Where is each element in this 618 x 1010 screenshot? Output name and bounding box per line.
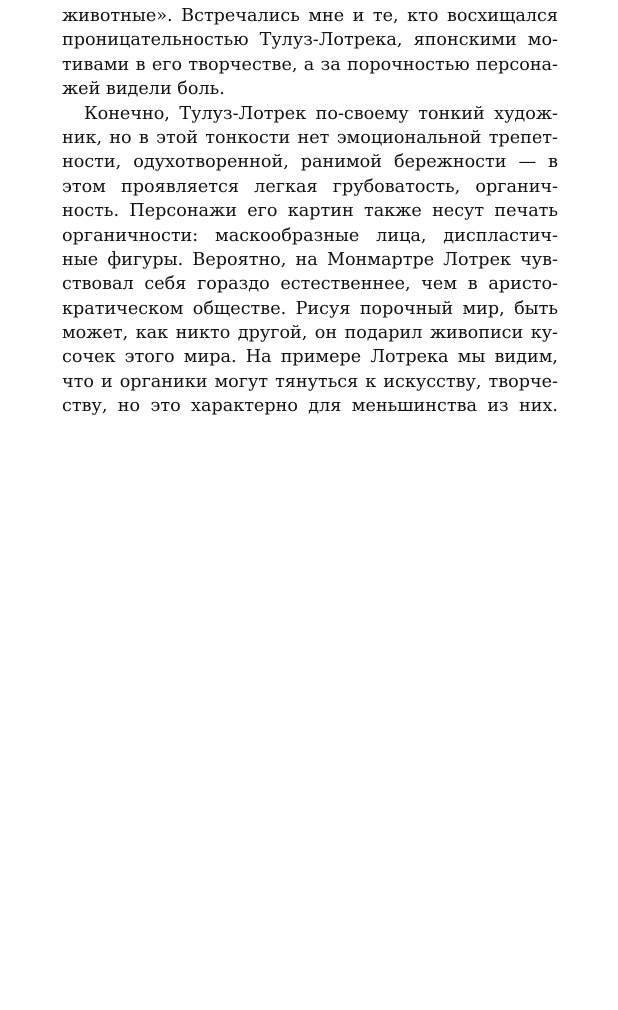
text-line: ствовал себя гораздо естественнее, чем в аристо- <box>62 274 558 295</box>
text-line: этом проявляется легкая грубоватость, органич- <box>62 176 558 197</box>
text-line: сочек этого мира. На примере Лотрека мы видим, <box>62 347 558 368</box>
book-page-text <box>62 4 558 419</box>
text-line: ность. Персонажи его картин также несут печать <box>62 201 558 222</box>
text-line: ные фигуры. Вероятно, на Монмартре Лотрек чув- <box>62 249 558 270</box>
paragraph-2 <box>62 102 558 419</box>
text-line: может, как никто другой, он подарил живописи ку- <box>62 323 558 344</box>
text-line: ству, но это характерно для меньшинства из них. <box>62 396 558 417</box>
text-line: тивами в его творчестве, а за порочностью персона- <box>62 54 558 75</box>
text-line: проницательностью Тулуз-Лотрека, японскими мо- <box>62 30 558 51</box>
text-line: ник, но в этой тонкости нет эмоциональной трепет- <box>62 127 558 148</box>
text-line: Конечно, Тулуз-Лотрек по-своему тонкий худож- <box>84 103 558 124</box>
text-line: жей видели боль. <box>62 79 225 100</box>
text-line: ности, одухотворенной, ранимой бережности — в <box>62 152 558 173</box>
text-line: органичности: маскообразные лица, диспластич- <box>62 225 558 246</box>
text-line: что и органики могут тянуться к искусству, творче- <box>62 371 558 392</box>
paragraph-1 <box>62 4 558 102</box>
text-line: животные». Встречались мне и те, кто восхищался <box>62 6 558 26</box>
text-line: кратическом обществе. Рисуя порочный мир, быть <box>62 298 558 319</box>
